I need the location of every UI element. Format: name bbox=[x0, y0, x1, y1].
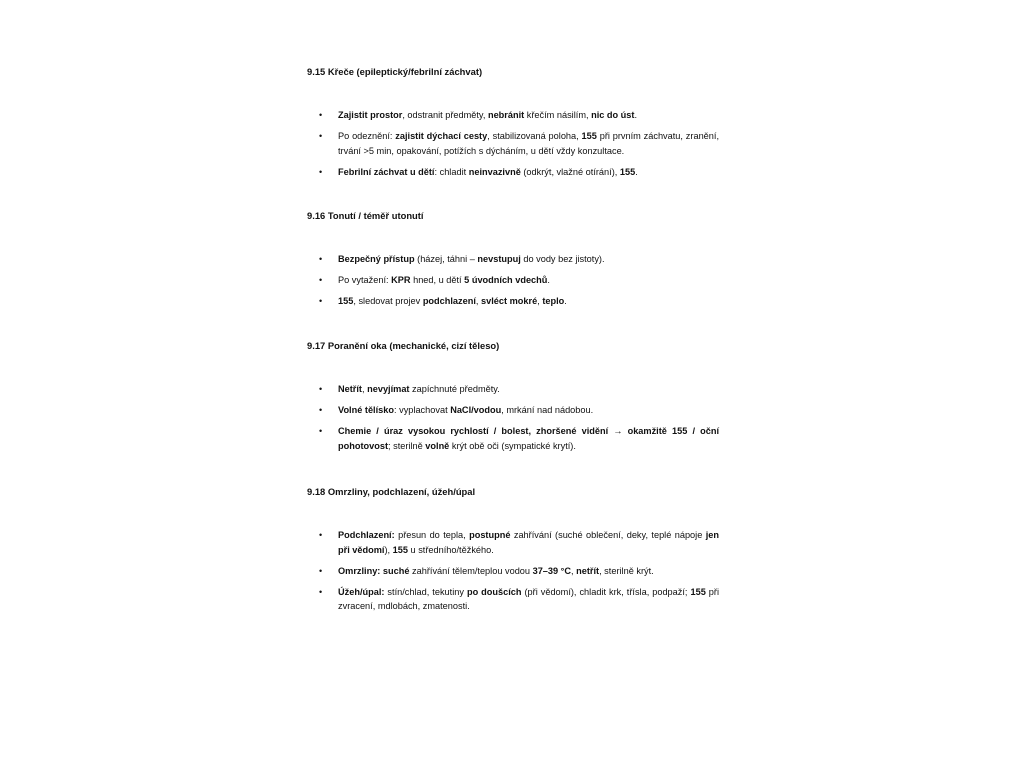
section-9-18 bbox=[307, 486, 719, 498]
body-text: . bbox=[634, 110, 638, 120]
body-text: při zvracení, mdlobách, zmatenosti. bbox=[338, 586, 720, 611]
list-item-text bbox=[338, 275, 550, 285]
section-9-16-list bbox=[307, 252, 719, 315]
body-text: hned, u dětí bbox=[410, 275, 465, 285]
list-item-text bbox=[338, 405, 593, 415]
section-9-15-list bbox=[307, 108, 719, 186]
emphasis-text: 155 bbox=[690, 586, 706, 597]
body-text: do vody bez jistoty). bbox=[520, 254, 605, 264]
emphasis-text: neinvazivně bbox=[468, 166, 521, 177]
emphasis-text: Netřít bbox=[338, 384, 362, 394]
list-item-text bbox=[338, 530, 719, 555]
list-item bbox=[307, 294, 719, 309]
list-item bbox=[307, 403, 719, 418]
bullet-icon: • bbox=[319, 586, 323, 597]
body-text: , sledovat projev bbox=[353, 296, 423, 306]
body-text: , mrkání nad nádobou. bbox=[501, 405, 594, 415]
list-item bbox=[307, 424, 719, 453]
body-text: , bbox=[537, 296, 543, 306]
bullet-icon: • bbox=[319, 254, 323, 264]
body-text: : chladit bbox=[434, 166, 469, 177]
emphasis-text: Chemie / úraz vysokou rychlostí / bolest, zhoršené vidění bbox=[338, 426, 609, 436]
bullet-icon: • bbox=[319, 166, 323, 177]
bullet-icon: • bbox=[319, 110, 323, 120]
emphasis-text: volně bbox=[425, 440, 450, 451]
emphasis-text: Omrzliny: suché bbox=[338, 565, 410, 576]
body-text: . bbox=[564, 296, 567, 306]
body-text: stín/chlad, tekutiny bbox=[384, 586, 467, 597]
emphasis-text: postupné bbox=[469, 530, 511, 540]
section-heading: 9.15 Křeče (epileptický/febrilní záchvat) bbox=[307, 66, 483, 77]
emphasis-text: nebránit bbox=[487, 110, 525, 120]
section-9-17-list bbox=[307, 382, 719, 460]
bullet-icon: • bbox=[319, 530, 323, 540]
emphasis-text: netřít bbox=[576, 565, 600, 576]
emphasis-text: KPR bbox=[391, 275, 411, 285]
body-text: , stabilizovaná poloha, bbox=[487, 131, 582, 141]
emphasis-text: svléct mokré bbox=[481, 296, 538, 306]
emphasis-text: po doušcích bbox=[466, 586, 522, 597]
emphasis-text: jen při vědomí bbox=[338, 530, 720, 555]
list-item-text bbox=[338, 110, 637, 120]
emphasis-text: Bezpečný přístup bbox=[338, 254, 415, 264]
bullet-icon: • bbox=[319, 275, 323, 285]
emphasis-text: 155 bbox=[392, 544, 408, 555]
list-item bbox=[307, 108, 719, 123]
bullet-icon: • bbox=[319, 131, 323, 141]
body-text: (při vědomí), chladit krk, třísla, podpaží; bbox=[521, 586, 691, 597]
list-item bbox=[307, 252, 719, 267]
body-text: . bbox=[547, 275, 550, 285]
section-heading: 9.16 Tonutí / téměř utonutí bbox=[307, 210, 424, 221]
list-item-text bbox=[338, 384, 500, 394]
emphasis-text: teplo bbox=[542, 296, 565, 306]
bullet-icon: • bbox=[319, 384, 323, 394]
body-text: , odstranit předměty, bbox=[402, 110, 488, 120]
bullet-icon: • bbox=[319, 565, 323, 576]
list-item bbox=[307, 165, 719, 180]
emphasis-text: Podchlazení: bbox=[338, 530, 395, 540]
body-text: u středního/těžkého. bbox=[407, 544, 494, 555]
body-text: při prvním záchvatu, zranění, trvání >5 min, opakování, potížích s dýcháním, u dětí vždy konzultace. bbox=[338, 131, 719, 156]
list-item-text bbox=[338, 131, 719, 156]
body-text: ), bbox=[384, 544, 393, 555]
emphasis-text: 155 bbox=[338, 296, 354, 306]
body-text: Po odeznění: bbox=[338, 131, 396, 141]
body-text: : vyplachovat bbox=[394, 405, 451, 415]
body-text: → bbox=[608, 426, 628, 436]
emphasis-text: Febrilní záchvat u dětí bbox=[338, 166, 435, 177]
list-item bbox=[307, 585, 719, 614]
list-item bbox=[307, 564, 719, 579]
list-item-text bbox=[338, 254, 605, 264]
emphasis-text: Volné tělísko bbox=[338, 405, 394, 415]
emphasis-text: 155 bbox=[619, 166, 636, 177]
body-text: , bbox=[475, 296, 482, 306]
bullet-icon: • bbox=[319, 405, 323, 415]
body-text: , bbox=[571, 565, 577, 576]
emphasis-text: Úžeh/úpal: bbox=[338, 586, 385, 597]
emphasis-text: nevyjímat bbox=[367, 384, 410, 394]
body-text: , sterilně krýt. bbox=[599, 565, 654, 576]
list-item bbox=[307, 382, 719, 397]
section-9-15 bbox=[307, 66, 719, 78]
emphasis-text: 155 bbox=[581, 131, 597, 141]
emphasis-text: zajistit dýchací cesty bbox=[395, 131, 488, 141]
list-item bbox=[307, 273, 719, 288]
list-item-text bbox=[338, 566, 654, 576]
section-heading: 9.18 Omrzliny, podchlazení, úžeh/úpal bbox=[307, 486, 476, 497]
body-text: (házej, táhni – bbox=[414, 254, 478, 264]
emphasis-text: podchlazení bbox=[422, 296, 476, 306]
body-text: zahřívání (suché oblečení, deky, teplé nápoje bbox=[510, 530, 706, 540]
list-item bbox=[307, 528, 719, 557]
emphasis-text: 5 úvodních vdechů bbox=[464, 275, 548, 285]
list-item-text bbox=[338, 167, 638, 177]
body-text: krýt obě oči (sympatické krytí). bbox=[449, 440, 576, 451]
section-9-16 bbox=[307, 210, 719, 222]
body-text: , bbox=[362, 384, 368, 394]
list-item-text bbox=[338, 296, 567, 306]
body-text: zapíchnuté předměty. bbox=[409, 384, 500, 394]
list-item-text bbox=[338, 426, 719, 451]
emphasis-text: Zajistit prostor bbox=[338, 110, 403, 120]
section-heading: 9.17 Poranění oka (mechanické, cizí těleso) bbox=[307, 340, 500, 351]
body-text: přesun do tepla, bbox=[394, 530, 470, 540]
body-text: ; sterilně bbox=[388, 440, 426, 451]
body-text: křečím násilím, bbox=[524, 110, 592, 120]
emphasis-text: 37–39 °C bbox=[532, 565, 571, 576]
bullet-icon: • bbox=[319, 296, 323, 306]
body-text: zahřívání tělem/teplou vodou bbox=[409, 565, 533, 576]
emphasis-text: nevstupuj bbox=[477, 254, 521, 264]
emphasis-text: NaCl/vodou bbox=[450, 405, 502, 415]
body-text: Po vytažení: bbox=[338, 275, 392, 285]
section-9-18-list bbox=[307, 528, 719, 620]
body-text: (odkrýt, vlažné otírání), bbox=[520, 166, 620, 177]
emphasis-text: nic do úst bbox=[591, 110, 635, 120]
bullet-icon: • bbox=[319, 426, 323, 436]
list-item bbox=[307, 129, 719, 158]
list-item-text bbox=[338, 587, 719, 612]
emphasis-text: okamžitě 155 / oční pohotovost bbox=[338, 426, 720, 451]
document-page bbox=[307, 0, 719, 768]
body-text: . bbox=[635, 166, 638, 177]
section-9-17 bbox=[307, 340, 719, 352]
